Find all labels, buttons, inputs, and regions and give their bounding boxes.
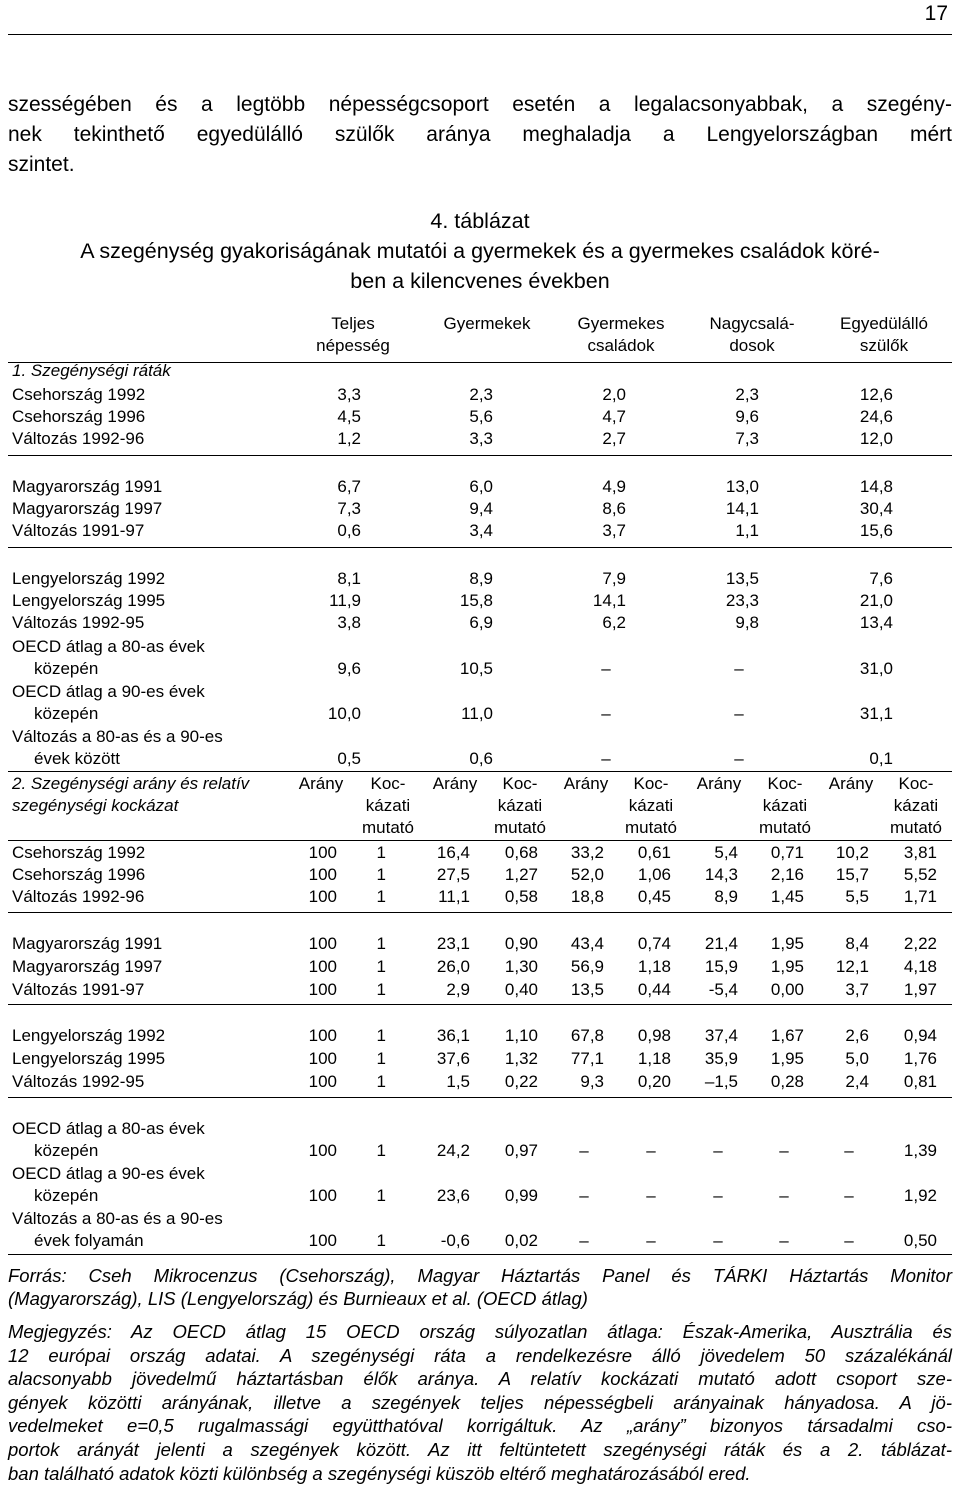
value-cell: 43,4 bbox=[570, 934, 604, 953]
row-label: évek folyamán bbox=[34, 1231, 144, 1250]
value-cell: 9,4 bbox=[469, 499, 493, 518]
subheader-kockazati-mutato: mutató bbox=[625, 818, 677, 837]
row-label: Változás 1991-97 bbox=[12, 980, 145, 999]
subheader-kockazati-mutato: Koc- bbox=[633, 774, 669, 793]
intro-line: szintet. bbox=[8, 153, 75, 176]
value-cell: 23,3 bbox=[725, 591, 759, 610]
table-rule bbox=[8, 1254, 952, 1255]
subheader-kockazati-mutato: mutató bbox=[890, 818, 942, 837]
value-cell: 100 bbox=[308, 1231, 337, 1250]
value-cell: 1 bbox=[376, 843, 386, 862]
value-cell: 3,7 bbox=[602, 521, 626, 540]
value-cell: 0,6 bbox=[337, 521, 361, 540]
value-cell: 100 bbox=[308, 980, 337, 999]
value-cell: 100 bbox=[308, 934, 337, 953]
value-cell: 3,4 bbox=[469, 521, 493, 540]
dash-cell: – bbox=[734, 704, 744, 723]
value-cell: 3,7 bbox=[845, 980, 869, 999]
value-cell: 2,3 bbox=[469, 385, 493, 404]
value-cell: 1,95 bbox=[770, 1049, 804, 1068]
value-cell: 1,27 bbox=[504, 865, 538, 884]
row-label: OECD átlag a 90-es évek bbox=[12, 1164, 205, 1183]
value-cell: 37,4 bbox=[704, 1026, 738, 1045]
section1-title: 1. Szegénységi ráták bbox=[12, 361, 171, 380]
value-cell: 1 bbox=[376, 1231, 386, 1250]
row-label: Változás 1992-95 bbox=[12, 1072, 145, 1091]
value-cell: 6,7 bbox=[337, 477, 361, 496]
dash-cell: – bbox=[601, 749, 611, 768]
value-cell: 2,4 bbox=[845, 1072, 869, 1091]
table-rule bbox=[8, 771, 952, 772]
table-rule bbox=[8, 547, 952, 548]
dash-cell: – bbox=[601, 704, 611, 723]
value-cell: 100 bbox=[308, 1049, 337, 1068]
value-cell: 12,6 bbox=[859, 385, 893, 404]
value-cell: 16,4 bbox=[436, 843, 470, 862]
header-nagycsaladosok: dosok bbox=[729, 336, 775, 355]
row-label: évek között bbox=[34, 749, 120, 768]
note-line: alacsonyabb jövedelmű háztartásban élők aránya. A relatív kockázati mutató adott csoport sze- bbox=[8, 1368, 952, 1390]
value-cell: 1,39 bbox=[903, 1141, 937, 1160]
row-label: Magyarország 1997 bbox=[12, 499, 163, 518]
subheader-kockazati-mutato: Koc- bbox=[898, 774, 934, 793]
value-cell: 2,6 bbox=[845, 1026, 869, 1045]
value-cell: 0,99 bbox=[504, 1186, 538, 1205]
value-cell: 1,67 bbox=[770, 1026, 804, 1045]
subheader-kockazati-mutato: kázati bbox=[365, 796, 411, 815]
dash-cell: – bbox=[779, 1231, 789, 1250]
header-nagycsaladosok: Nagycsalá- bbox=[709, 314, 795, 333]
header-gyermekes-csaladok: Gyermekes bbox=[577, 314, 665, 333]
subheader-kockazati-mutato: mutató bbox=[362, 818, 414, 837]
value-cell: 4,7 bbox=[602, 407, 626, 426]
value-cell: 2,16 bbox=[770, 865, 804, 884]
value-cell: 5,5 bbox=[845, 887, 869, 906]
value-cell: 1,97 bbox=[903, 980, 937, 999]
value-cell: 3,81 bbox=[903, 843, 937, 862]
value-cell: 1 bbox=[376, 1141, 386, 1160]
dash-cell: – bbox=[713, 1186, 723, 1205]
value-cell: -0,6 bbox=[440, 1231, 470, 1250]
value-cell: 14,1 bbox=[592, 591, 626, 610]
value-cell: 1,30 bbox=[504, 957, 538, 976]
subheader-kockazati-mutato: mutató bbox=[494, 818, 546, 837]
value-cell: 1,1 bbox=[735, 521, 759, 540]
note-line: ban található adatok közti különbség a szegénységi küszöb eltérő meghatározásából ered. bbox=[8, 1462, 751, 1484]
value-cell: 37,6 bbox=[436, 1049, 470, 1068]
table-rule bbox=[8, 455, 952, 456]
value-cell: 27,5 bbox=[436, 865, 470, 884]
dash-cell: – bbox=[844, 1186, 854, 1205]
row-label: Magyarország 1991 bbox=[12, 477, 163, 496]
dash-cell: – bbox=[601, 659, 611, 678]
subheader-kockazati-mutato: kázati bbox=[628, 796, 674, 815]
table-title bbox=[0, 236, 960, 296]
value-cell: 0,61 bbox=[637, 843, 671, 862]
value-cell: 0,58 bbox=[504, 887, 538, 906]
value-cell: 5,52 bbox=[903, 865, 937, 884]
remark-note bbox=[8, 1320, 952, 1485]
header-egyedulallo-szulok: szülők bbox=[859, 336, 909, 355]
note-line: gények közötti arányának, illetve a szegények teljes népességbeli arányainak hányadosa. A jö- bbox=[8, 1391, 952, 1413]
intro-line: szességében és a legtöbb népességcsoport esetén a legalacsonyabbak, a szegény- bbox=[8, 93, 952, 116]
table-caption: 4. táblázat bbox=[430, 209, 530, 233]
value-cell: 31,1 bbox=[859, 704, 893, 723]
value-cell: 100 bbox=[308, 957, 337, 976]
row-label: közepén bbox=[34, 659, 99, 678]
header-gyermekek: Gyermekek bbox=[443, 314, 531, 333]
value-cell: 4,18 bbox=[903, 957, 937, 976]
value-cell: 0,71 bbox=[770, 843, 804, 862]
value-cell: 1,18 bbox=[637, 957, 671, 976]
value-cell: 2,7 bbox=[602, 429, 626, 448]
subheader-kockazati-mutato: mutató bbox=[759, 818, 811, 837]
value-cell: 2,22 bbox=[903, 934, 937, 953]
header-egyedulallo-szulok: Egyedülálló bbox=[840, 314, 928, 333]
table-rule bbox=[8, 1004, 952, 1005]
value-cell: 0,1 bbox=[869, 749, 893, 768]
value-cell: 2,0 bbox=[602, 385, 626, 404]
dash-cell: – bbox=[779, 1141, 789, 1160]
value-cell: 21,0 bbox=[859, 591, 893, 610]
value-cell: 8,9 bbox=[469, 569, 493, 588]
source-note bbox=[8, 1264, 952, 1310]
value-cell: 0,98 bbox=[637, 1026, 671, 1045]
value-cell: 2,9 bbox=[446, 980, 470, 999]
value-cell: 0,44 bbox=[637, 980, 671, 999]
dash-cell: – bbox=[579, 1141, 589, 1160]
value-cell: 31,0 bbox=[859, 659, 893, 678]
value-cell: 7,3 bbox=[735, 429, 759, 448]
subheader-arany: Arány bbox=[298, 774, 344, 793]
value-cell: 0,90 bbox=[504, 934, 538, 953]
value-cell: 3,3 bbox=[469, 429, 493, 448]
value-cell: 100 bbox=[308, 1026, 337, 1045]
value-cell: 35,9 bbox=[704, 1049, 738, 1068]
value-cell: 0,68 bbox=[504, 843, 538, 862]
value-cell: 5,4 bbox=[714, 843, 738, 862]
value-cell: 10,5 bbox=[459, 659, 493, 678]
value-cell: 1,45 bbox=[770, 887, 804, 906]
value-cell: 0,45 bbox=[637, 887, 671, 906]
value-cell: 0,6 bbox=[469, 749, 493, 768]
value-cell: 15,6 bbox=[859, 521, 893, 540]
header-rule bbox=[8, 34, 952, 35]
value-cell: 1,18 bbox=[637, 1049, 671, 1068]
value-cell: 26,0 bbox=[436, 957, 470, 976]
value-cell: 9,3 bbox=[580, 1072, 604, 1091]
value-cell: 1,32 bbox=[504, 1049, 538, 1068]
value-cell: 56,9 bbox=[570, 957, 604, 976]
value-cell: 1,10 bbox=[504, 1026, 538, 1045]
subheader-kockazati-mutato: Koc- bbox=[502, 774, 538, 793]
row-label: OECD átlag a 80-as évek bbox=[12, 637, 205, 656]
value-cell: 8,1 bbox=[337, 569, 361, 588]
section2-title: szegénységi kockázat bbox=[12, 796, 179, 815]
value-cell: 6,2 bbox=[602, 613, 626, 632]
value-cell: 15,8 bbox=[459, 591, 493, 610]
value-cell: 1,95 bbox=[770, 957, 804, 976]
value-cell: 1,71 bbox=[903, 887, 937, 906]
value-cell: 6,9 bbox=[469, 613, 493, 632]
row-label: közepén bbox=[34, 1141, 99, 1160]
value-cell: 11,1 bbox=[438, 887, 470, 906]
value-cell: 11,0 bbox=[461, 704, 493, 723]
value-cell: 13,0 bbox=[725, 477, 759, 496]
value-cell: 11,9 bbox=[329, 591, 361, 610]
value-cell: 1 bbox=[376, 1049, 386, 1068]
value-cell: 23,6 bbox=[436, 1186, 470, 1205]
value-cell: 67,8 bbox=[570, 1026, 604, 1045]
value-cell: 100 bbox=[308, 1186, 337, 1205]
value-cell: 52,0 bbox=[570, 865, 604, 884]
header-teljes-nepesseg: Teljes bbox=[331, 314, 375, 333]
value-cell: 9,6 bbox=[735, 407, 759, 426]
value-cell: 1,06 bbox=[637, 865, 671, 884]
value-cell: 13,4 bbox=[859, 613, 893, 632]
value-cell: 4,9 bbox=[602, 477, 626, 496]
table-rule bbox=[8, 912, 952, 913]
value-cell: 100 bbox=[308, 887, 337, 906]
value-cell: 0,28 bbox=[770, 1072, 804, 1091]
value-cell: 36,1 bbox=[436, 1026, 470, 1045]
value-cell: 1 bbox=[376, 887, 386, 906]
dash-cell: – bbox=[779, 1186, 789, 1205]
row-label: közepén bbox=[34, 1186, 99, 1205]
value-cell: 7,3 bbox=[337, 499, 361, 518]
note-line: 12 európai ország adatai. A szegénységi ráta a rendelkezésre álló jövedelem 50 százalékánál bbox=[8, 1344, 952, 1366]
value-cell: 18,8 bbox=[570, 887, 604, 906]
value-cell: 1 bbox=[376, 1072, 386, 1091]
value-cell: 33,2 bbox=[570, 843, 604, 862]
value-cell: 7,6 bbox=[869, 569, 893, 588]
value-cell: 1 bbox=[376, 957, 386, 976]
value-cell: 10,0 bbox=[327, 704, 361, 723]
value-cell: 0,02 bbox=[504, 1231, 538, 1250]
note-line: Megjegyzés: Az OECD átlag 15 OECD ország súlyozatlan átlaga: Észak-Amerika, Ausztrália és bbox=[8, 1321, 952, 1342]
table-rule bbox=[8, 840, 952, 841]
row-label: Csehország 1996 bbox=[12, 865, 146, 884]
dash-cell: – bbox=[734, 659, 744, 678]
value-cell: 1 bbox=[376, 1026, 386, 1045]
value-cell: 14,3 bbox=[704, 865, 738, 884]
source-line: (Magyarország), LIS (Lengyelország) és Burnieaux et al. (OECD átlag) bbox=[8, 1288, 588, 1309]
header-teljes-nepesseg: népesség bbox=[316, 336, 390, 355]
table-title-line: ben a kilencvenes években bbox=[350, 269, 610, 293]
value-cell: 21,4 bbox=[704, 934, 738, 953]
dash-cell: – bbox=[734, 749, 744, 768]
note-line: portok arányát jelenti a szegények között. Az itt feltüntetett szegénységi ráták és a 2. táblázat- bbox=[8, 1438, 952, 1460]
dash-cell: – bbox=[646, 1186, 656, 1205]
subheader-arany: Arány bbox=[563, 774, 609, 793]
value-cell: 14,8 bbox=[859, 477, 893, 496]
dash-cell: – bbox=[844, 1231, 854, 1250]
subheader-kockazati-mutato: kázati bbox=[497, 796, 543, 815]
source-line: Forrás: Cseh Mikrocenzus (Csehország), Magyar Háztartás Panel és TÁRKI Háztartás Monitor bbox=[8, 1265, 952, 1286]
row-label: Lengyelország 1995 bbox=[12, 591, 166, 610]
dash-cell: – bbox=[579, 1186, 589, 1205]
value-cell: 77,1 bbox=[570, 1049, 604, 1068]
value-cell: 0,81 bbox=[903, 1072, 937, 1091]
row-label: Csehország 1992 bbox=[12, 385, 146, 404]
value-cell: 100 bbox=[308, 1072, 337, 1091]
value-cell: 4,5 bbox=[337, 407, 361, 426]
value-cell: 1,76 bbox=[903, 1049, 937, 1068]
value-cell: 7,9 bbox=[602, 569, 626, 588]
row-label: Magyarország 1997 bbox=[12, 957, 163, 976]
value-cell: 0,94 bbox=[903, 1026, 937, 1045]
dash-cell: – bbox=[646, 1231, 656, 1250]
intro-line: nek tekinthető egyedülálló szülők aránya meghaladja a Lengyelországban mért bbox=[8, 123, 952, 146]
subheader-kockazati-mutato: Koc- bbox=[767, 774, 803, 793]
value-cell: –1,5 bbox=[704, 1072, 738, 1091]
header-gyermekes-csaladok: családok bbox=[587, 336, 655, 355]
value-cell: 23,1 bbox=[436, 934, 470, 953]
value-cell: 0,40 bbox=[504, 980, 538, 999]
row-label: közepén bbox=[34, 704, 99, 723]
value-cell: 24,6 bbox=[859, 407, 893, 426]
subheader-arany: Arány bbox=[828, 774, 874, 793]
table-rule bbox=[8, 1097, 952, 1098]
value-cell: 3,3 bbox=[337, 385, 361, 404]
value-cell: 1,92 bbox=[903, 1186, 937, 1205]
subheader-arany: Arány bbox=[696, 774, 742, 793]
value-cell: 0,5 bbox=[337, 749, 361, 768]
value-cell: 5,6 bbox=[469, 407, 493, 426]
value-cell: 2,3 bbox=[735, 385, 759, 404]
dash-cell: – bbox=[579, 1231, 589, 1250]
row-label: Változás a 80-as és a 90-es bbox=[12, 1209, 223, 1228]
value-cell: 8,4 bbox=[845, 934, 869, 953]
row-label: Csehország 1996 bbox=[12, 407, 146, 426]
value-cell: 13,5 bbox=[725, 569, 759, 588]
dash-cell: – bbox=[713, 1141, 723, 1160]
value-cell: 14,1 bbox=[725, 499, 759, 518]
row-label: Változás 1992-96 bbox=[12, 429, 145, 448]
intro-paragraph bbox=[8, 90, 952, 180]
row-label: OECD átlag a 80-as évek bbox=[12, 1119, 205, 1138]
value-cell: 0,00 bbox=[770, 980, 804, 999]
value-cell: 1 bbox=[376, 865, 386, 884]
dash-cell: – bbox=[844, 1141, 854, 1160]
value-cell: 1,5 bbox=[446, 1072, 470, 1091]
value-cell: 1 bbox=[376, 1186, 386, 1205]
value-cell: 12,1 bbox=[835, 957, 869, 976]
value-cell: 1 bbox=[376, 934, 386, 953]
row-label: Lengyelország 1995 bbox=[12, 1049, 166, 1068]
subheader-kockazati-mutato: kázati bbox=[762, 796, 808, 815]
value-cell: 1,95 bbox=[770, 934, 804, 953]
value-cell: 24,2 bbox=[436, 1141, 470, 1160]
value-cell: 8,6 bbox=[602, 499, 626, 518]
subheader-kockazati-mutato: kázati bbox=[893, 796, 939, 815]
subheader-kockazati-mutato: Koc- bbox=[370, 774, 406, 793]
value-cell: 30,4 bbox=[859, 499, 893, 518]
value-cell: 0,22 bbox=[504, 1072, 538, 1091]
row-label: Lengyelország 1992 bbox=[12, 1026, 166, 1045]
row-label: Változás 1992-96 bbox=[12, 887, 145, 906]
value-cell: 100 bbox=[308, 865, 337, 884]
value-cell: 6,0 bbox=[469, 477, 493, 496]
row-label: Lengyelország 1992 bbox=[12, 569, 166, 588]
subheader-arany: Arány bbox=[432, 774, 478, 793]
row-label: OECD átlag a 90-es évek bbox=[12, 682, 205, 701]
dash-cell: – bbox=[646, 1141, 656, 1160]
value-cell: 0,20 bbox=[637, 1072, 671, 1091]
value-cell: 100 bbox=[308, 1141, 337, 1160]
value-cell: 12,0 bbox=[859, 429, 893, 448]
value-cell: 0,74 bbox=[637, 934, 671, 953]
value-cell: 5,0 bbox=[845, 1049, 869, 1068]
dash-cell: – bbox=[713, 1231, 723, 1250]
value-cell: 9,6 bbox=[337, 659, 361, 678]
value-cell: 9,8 bbox=[735, 613, 759, 632]
value-cell: 10,2 bbox=[835, 843, 869, 862]
value-cell: 0,97 bbox=[504, 1141, 538, 1160]
page-number: 17 bbox=[924, 2, 948, 25]
row-label: Változás 1992-95 bbox=[12, 613, 145, 632]
value-cell: 0,50 bbox=[903, 1231, 937, 1250]
row-label: Változás a 80-as és a 90-es bbox=[12, 727, 223, 746]
value-cell: 100 bbox=[308, 843, 337, 862]
row-label: Magyarország 1991 bbox=[12, 934, 163, 953]
table-title-line: A szegénység gyakoriságának mutatói a gyermekek és a gyermekes családok köré- bbox=[80, 239, 880, 263]
value-cell: -5,4 bbox=[708, 980, 738, 999]
value-cell: 8,9 bbox=[714, 887, 738, 906]
value-cell: 1 bbox=[376, 980, 386, 999]
value-cell: 1,2 bbox=[337, 429, 361, 448]
row-label: Csehország 1992 bbox=[12, 843, 146, 862]
value-cell: 3,8 bbox=[337, 613, 361, 632]
value-cell: 15,9 bbox=[704, 957, 738, 976]
value-cell: 15,7 bbox=[835, 865, 869, 884]
value-cell: 13,5 bbox=[570, 980, 604, 999]
row-label: Változás 1991-97 bbox=[12, 521, 145, 540]
section2-title: 2. Szegénységi arány és relatív bbox=[12, 774, 250, 793]
note-line: vedelmeket e=0,5 rugalmassági együtthatóval korrigáltuk. Az „arány” bizonyos társadalmi cso- bbox=[8, 1415, 952, 1437]
